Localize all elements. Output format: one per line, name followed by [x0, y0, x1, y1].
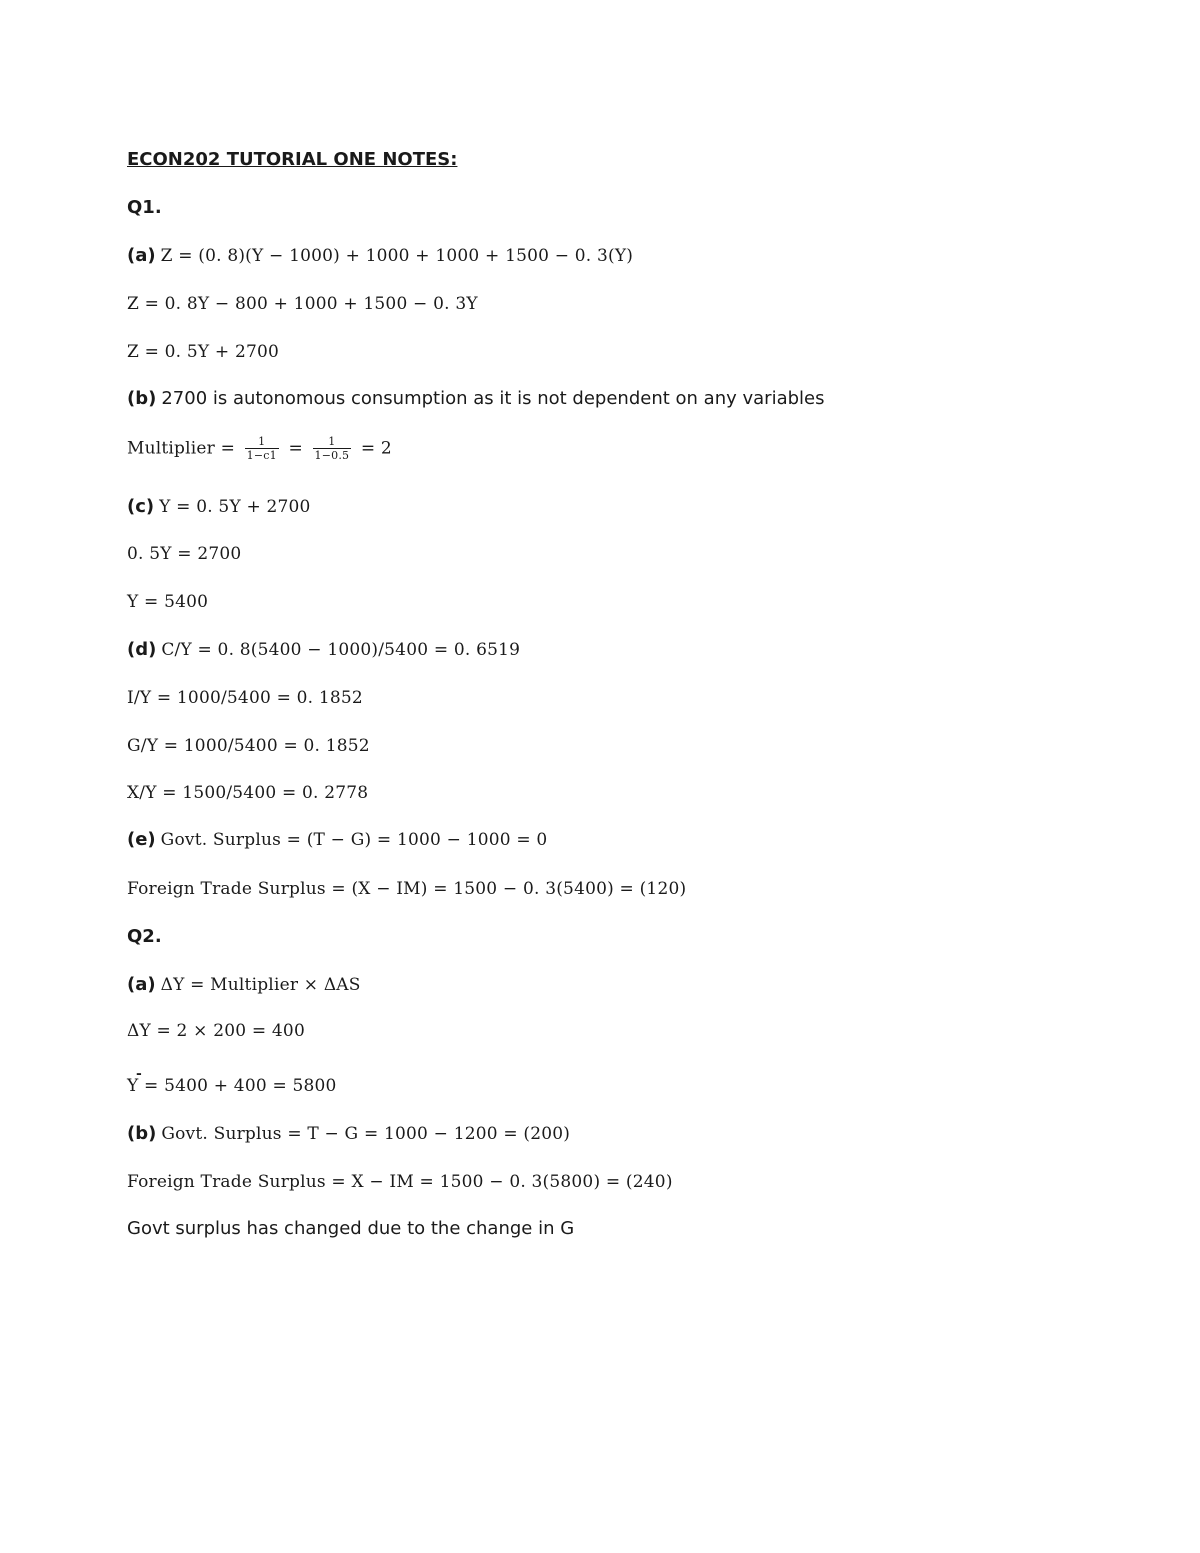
q2b-note: Govt surplus has changed due to the change in G: [127, 1218, 575, 1239]
q1e-eq2: Foreign Trade Surplus = (X − IM) = 1500 − 0. 3(5400) = (120): [127, 879, 687, 899]
fraction-1-num: 1: [245, 436, 279, 449]
q1e-label: (e): [127, 829, 156, 850]
q1c-eq1: Y = 0. 5Y + 2700: [159, 497, 311, 517]
q1e-line1: [127, 828, 547, 852]
q1d-line1: [127, 638, 520, 662]
multiplier-lhs: Multiplier =: [127, 438, 236, 459]
q1-heading: Q1.: [127, 197, 162, 218]
q1d-eq4: X/Y = 1500/5400 = 0. 2778: [127, 783, 369, 803]
q2b-line1: [127, 1122, 570, 1146]
q1c-line1: [127, 495, 311, 519]
q2-heading: Q2.: [127, 926, 162, 947]
q2a-label: (a): [127, 974, 156, 995]
q2a-eq3-rest: = 5400 + 400 = 5800: [138, 1076, 337, 1096]
q1e-eq1: Govt. Surplus = (T − G) = 1000 − 1000 = 0: [160, 830, 548, 850]
q1c-label: (c): [127, 496, 155, 517]
multiplier-rhs: = 2: [360, 438, 392, 459]
q1b-multiplier-eq: [127, 436, 392, 462]
q1a-line1: [127, 244, 633, 268]
q1c-eq2: 0. 5Y = 2700: [127, 544, 242, 564]
fraction-1: [245, 436, 279, 462]
q1d-label: (d): [127, 639, 157, 660]
q1d-eq1: C/Y = 0. 8(5400 − 1000)/5400 = 0. 6519: [161, 640, 521, 660]
q1a-eq2: Z = 0. 8Y − 800 + 1000 + 1500 − 0. 3Y: [127, 294, 478, 314]
y-bar-mark: -: [136, 1066, 143, 1082]
q1b-line1: [127, 387, 824, 411]
q2a-line1: [127, 973, 361, 997]
fraction-2: [313, 436, 352, 462]
q2b-eq1: Govt. Surplus = T − G = 1000 − 1200 = (200): [161, 1124, 571, 1144]
q2b-eq2: Foreign Trade Surplus = X − IM = 1500 − 0. 3(5800) = (240): [127, 1172, 673, 1192]
q1b-text: 2700 is autonomous consumption as it is not dependent on any variables: [161, 388, 825, 409]
q1a-eq3: Z = 0. 5Y + 2700: [127, 342, 280, 362]
y-symbol: Y: [127, 1076, 139, 1096]
q1a-label: (a): [127, 245, 156, 266]
q2a-eq2: ΔY = 2 × 200 = 400: [127, 1021, 305, 1041]
document-title: ECON202 TUTORIAL ONE NOTES:: [127, 149, 458, 170]
fraction-1-den: 1−c1: [246, 449, 277, 462]
equals-sign: =: [288, 438, 303, 459]
q2a-eq3: [127, 1066, 337, 1098]
q1c-eq3: Y = 5400: [127, 592, 209, 612]
fraction-2-num: 1: [313, 436, 352, 449]
q1d-eq2: I/Y = 1000/5400 = 0. 1852: [127, 688, 363, 708]
q2a-eq1: ΔY = Multiplier × ΔAS: [160, 975, 361, 995]
q1a-eq1: Z = (0. 8)(Y − 1000) + 1000 + 1000 + 1500 − 0. 3(Y): [160, 246, 634, 266]
q1b-label: (b): [127, 388, 157, 409]
y-bar-symbol: [127, 1066, 143, 1098]
q1d-eq3: G/Y = 1000/5400 = 0. 1852: [127, 736, 370, 756]
fraction-2-den: 1−0.5: [314, 449, 350, 462]
q2b-label: (b): [127, 1123, 157, 1144]
